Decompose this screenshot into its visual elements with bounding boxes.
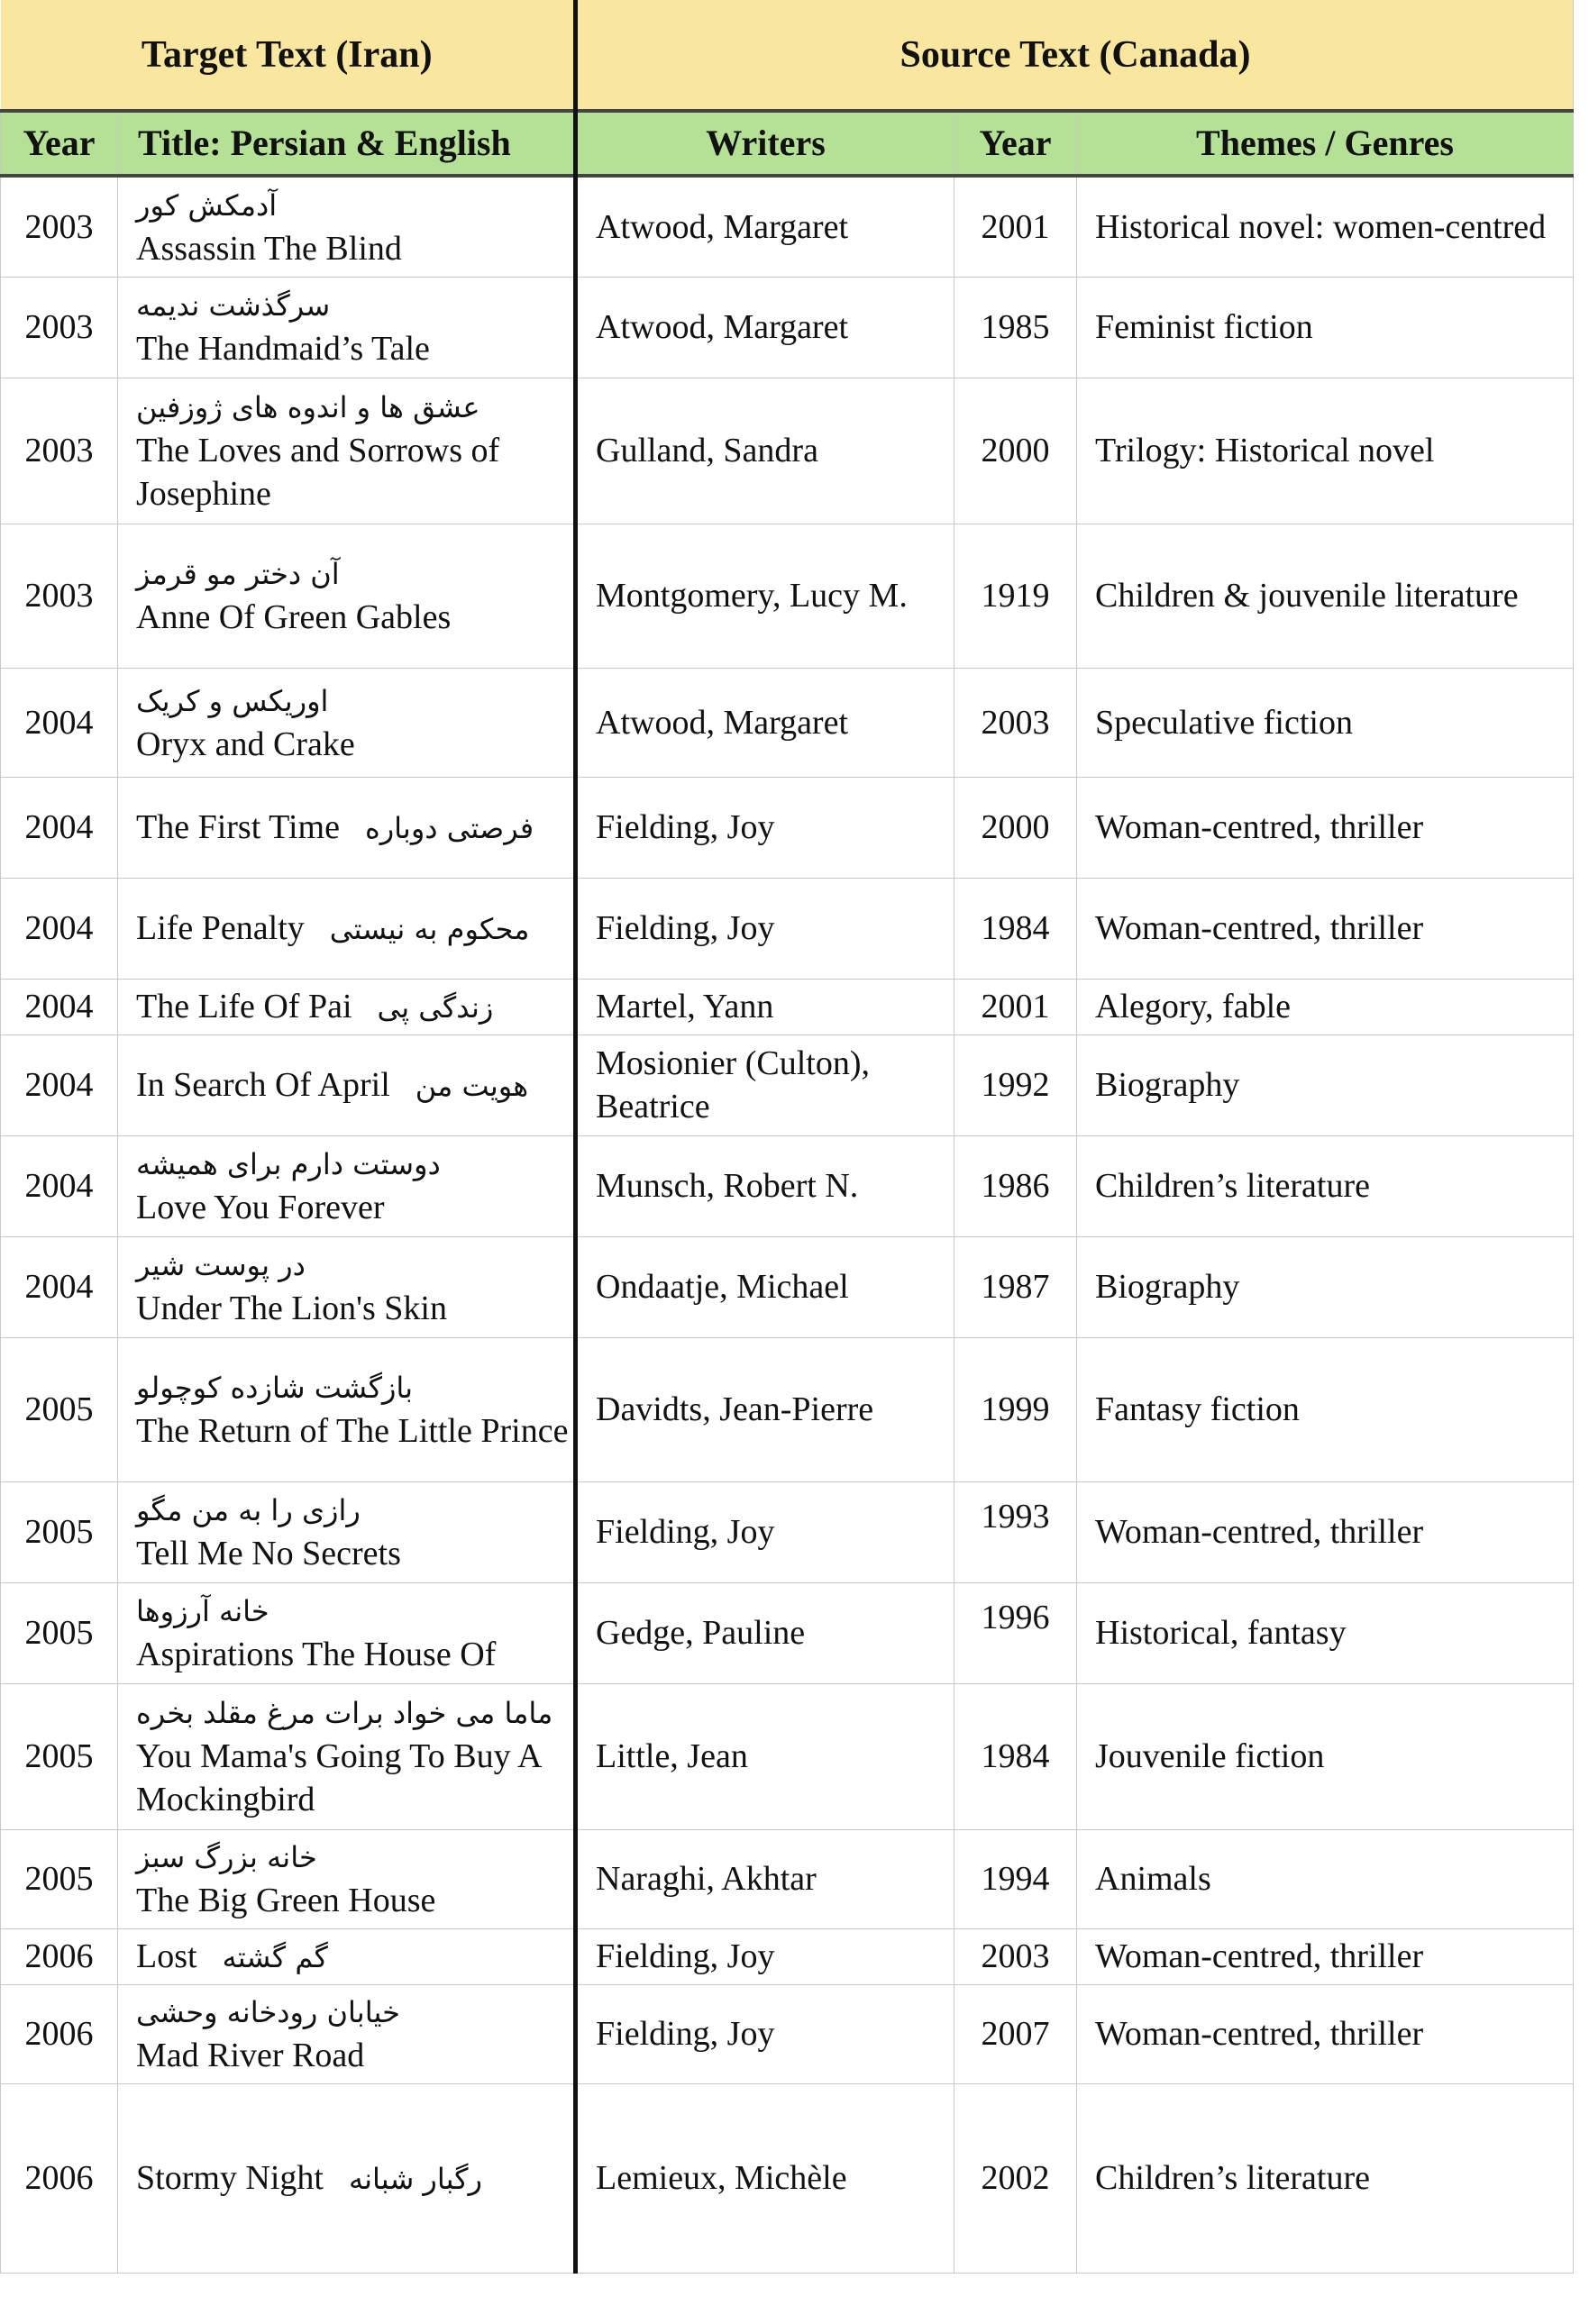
theme-cell: Animals: [1077, 1829, 1574, 1928]
title-cell: [118, 1829, 576, 1928]
source-year-cell: 1986: [954, 1135, 1077, 1236]
writer-cell: Lemieux, Michèle: [576, 2083, 954, 2273]
title-cell: [118, 1928, 576, 1984]
theme-cell: Woman-centred, thriller: [1077, 777, 1574, 878]
english-title: Under The Lion's Skin: [136, 1290, 447, 1327]
target-year-cell: 2004: [1, 878, 118, 979]
table-row: [1, 1337, 1574, 1481]
source-year-cell: 1985: [954, 277, 1077, 378]
target-year-cell: 2004: [1, 1034, 118, 1135]
title-cell: [118, 1236, 576, 1337]
target-year-cell: 2005: [1, 1481, 118, 1582]
english-title: Stormy Night: [136, 2158, 324, 2197]
english-title: Mad River Road: [136, 2037, 365, 2074]
source-year-cell: 1994: [954, 1829, 1077, 1928]
persian-title: هویت من: [415, 1068, 529, 1103]
table-row: [1, 1829, 1574, 1928]
table-row: [1, 2083, 1574, 2273]
title-cell: [118, 176, 576, 277]
english-title: The Big Green House: [136, 1882, 436, 1919]
theme-cell: Biography: [1077, 1236, 1574, 1337]
title-cell: [118, 378, 576, 524]
persian-title: در پوست شیر: [136, 1248, 306, 1282]
target-year-cell: 2004: [1, 668, 118, 777]
persian-title: دوستت دارم برای همیشه: [136, 1147, 441, 1181]
title-cell: [118, 1337, 576, 1481]
target-year-cell: 2003: [1, 176, 118, 277]
source-year-cell: 2001: [954, 979, 1077, 1034]
english-title: You Mama's Going To Buy A Mockingbird: [136, 1737, 541, 1818]
writer-cell: Fielding, Joy: [576, 1481, 954, 1582]
theme-cell: Historical, fantasy: [1077, 1582, 1574, 1683]
col-header-title: Title: Persian & English: [118, 111, 576, 176]
english-title: Anne Of Green Gables: [136, 598, 452, 636]
persian-title: فرصتی دوباره: [364, 810, 534, 845]
col-header-themes: Themes / Genres: [1077, 111, 1574, 176]
table-row: [1, 1582, 1574, 1683]
title-cell: [118, 524, 576, 668]
title-cell: [118, 2083, 576, 2273]
table-row: [1, 277, 1574, 378]
writer-cell: Naraghi, Akhtar: [576, 1829, 954, 1928]
table-row: [1, 1928, 1574, 1984]
target-year-cell: 2006: [1, 1928, 118, 1984]
table-row: [1, 979, 1574, 1034]
writer-cell: Munsch, Robert N.: [576, 1135, 954, 1236]
english-title: Love You Forever: [136, 1189, 385, 1226]
table-row: [1, 1135, 1574, 1236]
theme-cell: Fantasy fiction: [1077, 1337, 1574, 1481]
theme-cell: Woman-centred, thriller: [1077, 878, 1574, 979]
source-year-cell: 2000: [954, 378, 1077, 524]
target-text-header: Target Text (Iran): [1, 0, 576, 111]
title-cell: [118, 878, 576, 979]
source-year-cell: 1987: [954, 1236, 1077, 1337]
writer-cell: Fielding, Joy: [576, 878, 954, 979]
persian-title: آدمکش کور: [136, 187, 278, 223]
persian-title: سرگذشت ندیمه: [136, 288, 331, 323]
persian-title: گم گشته: [222, 1939, 328, 1974]
source-year-cell: 2003: [954, 1928, 1077, 1984]
target-year-cell: 2003: [1, 277, 118, 378]
table-row: [1, 1984, 1574, 2083]
writer-cell: Ondaatje, Michael: [576, 1236, 954, 1337]
target-year-cell: 2006: [1, 2083, 118, 2273]
theme-cell: Biography: [1077, 1034, 1574, 1135]
table-row: [1, 878, 1574, 979]
writer-cell: Montgomery, Lucy M.: [576, 524, 954, 668]
target-year-cell: 2004: [1, 777, 118, 878]
writer-cell: Atwood, Margaret: [576, 277, 954, 378]
table-row: [1, 1236, 1574, 1337]
english-title: The Loves and Sorrows of Josephine: [136, 432, 500, 513]
persian-title: محکوم به نیستی: [329, 911, 530, 946]
source-year-cell: 1919: [954, 524, 1077, 668]
title-cell: [118, 1582, 576, 1683]
writer-cell: Gedge, Pauline: [576, 1582, 954, 1683]
title-cell: [118, 277, 576, 378]
writer-cell: Little, Jean: [576, 1683, 954, 1829]
english-title: The First Time: [136, 807, 340, 846]
col-header-writers: Writers: [576, 111, 954, 176]
target-year-cell: 2006: [1, 1984, 118, 2083]
target-year-cell: 2003: [1, 524, 118, 668]
title-cell: [118, 979, 576, 1034]
target-year-cell: 2005: [1, 1582, 118, 1683]
source-year-cell: 2003: [954, 668, 1077, 777]
source-year-cell: 2002: [954, 2083, 1077, 2273]
target-year-cell: 2004: [1, 979, 118, 1034]
english-title: In Search Of April: [136, 1065, 390, 1104]
persian-title: آن دختر مو قرمز: [136, 557, 340, 591]
english-title: Aspirations The House Of: [136, 1636, 497, 1673]
title-cell: [118, 1034, 576, 1135]
persian-title: خانه آرزوها: [136, 1594, 269, 1628]
theme-cell: Jouvenile fiction: [1077, 1683, 1574, 1829]
target-year-cell: 2005: [1, 1829, 118, 1928]
writer-cell: Mosionier (Culton), Beatrice: [576, 1034, 954, 1135]
writer-cell: Fielding, Joy: [576, 1984, 954, 2083]
english-title: Tell Me No Secrets: [136, 1535, 401, 1572]
writer-cell: Atwood, Margaret: [576, 668, 954, 777]
persian-title: رازی را به من مگو: [136, 1493, 361, 1527]
table-row: [1, 524, 1574, 668]
source-year-cell: 2000: [954, 777, 1077, 878]
writer-cell: Atwood, Margaret: [576, 176, 954, 277]
source-year-cell: 1984: [954, 1683, 1077, 1829]
writer-cell: Gulland, Sandra: [576, 378, 954, 524]
theme-cell: Woman-centred, thriller: [1077, 1984, 1574, 2083]
source-year-cell: 2007: [954, 1984, 1077, 2083]
persian-title: ماما می خواد برات مرغ مقلد بخره: [136, 1696, 553, 1730]
table-row: [1, 378, 1574, 524]
table-row: [1, 1683, 1574, 1829]
persian-title: زندگی پی: [377, 989, 494, 1025]
table-row: [1, 176, 1574, 277]
writer-cell: Fielding, Joy: [576, 777, 954, 878]
title-cell: [118, 1481, 576, 1582]
table-row: [1, 1481, 1574, 1582]
english-title: The Life Of Pai: [136, 987, 352, 1025]
writer-cell: Martel, Yann: [576, 979, 954, 1034]
col-header-year: Year: [1, 111, 118, 176]
target-year-cell: 2004: [1, 1236, 118, 1337]
title-cell: [118, 1135, 576, 1236]
persian-title: اوریکس و کریک: [136, 683, 329, 718]
theme-cell: Woman-centred, thriller: [1077, 1481, 1574, 1582]
writer-cell: Davidts, Jean-Pierre: [576, 1337, 954, 1481]
theme-cell: Trilogy: Historical novel: [1077, 378, 1574, 524]
theme-cell: Historical novel: women-centred: [1077, 176, 1574, 277]
english-title: Life Penalty: [136, 908, 305, 947]
theme-cell: Children’s literature: [1077, 2083, 1574, 2273]
group-header-row: [1, 0, 1574, 111]
table-row: [1, 1034, 1574, 1135]
title-cell: [118, 777, 576, 878]
writer-cell: Fielding, Joy: [576, 1928, 954, 1984]
persian-title: خیابان رودخانه وحشی: [136, 1995, 400, 2029]
source-year-cell: 2001: [954, 176, 1077, 277]
theme-cell: Children & jouvenile literature: [1077, 524, 1574, 668]
source-year-cell: 1992: [954, 1034, 1077, 1135]
source-year-cell: 1993: [954, 1481, 1077, 1582]
english-title: Assassin The Blind: [136, 229, 402, 268]
english-title: Oryx and Crake: [136, 725, 355, 763]
target-year-cell: 2005: [1, 1683, 118, 1829]
target-year-cell: 2004: [1, 1135, 118, 1236]
theme-cell: Feminist fiction: [1077, 277, 1574, 378]
source-year-cell: 1996: [954, 1582, 1077, 1683]
title-cell: [118, 668, 576, 777]
target-year-cell: 2005: [1, 1337, 118, 1481]
english-title: Lost: [136, 1937, 197, 1975]
persian-title: خانه بزرگ سبز: [136, 1840, 317, 1874]
title-cell: [118, 1984, 576, 2083]
column-header-row: [1, 111, 1574, 176]
col-header-source-year: Year: [954, 111, 1077, 176]
theme-cell: Alegory, fable: [1077, 979, 1574, 1034]
table-row: [1, 777, 1574, 878]
persian-title: رگبار شبانه: [348, 2161, 482, 2196]
persian-title: عشق ها و اندوه های ژوزفین: [136, 390, 480, 424]
english-title: The Return of The Little Prince: [136, 1412, 569, 1450]
source-year-cell: 1999: [954, 1337, 1077, 1481]
persian-title: بازگشت شازده کوچولو: [136, 1371, 414, 1405]
english-title: The Handmaid’s Tale: [136, 330, 430, 368]
table-row: [1, 668, 1574, 777]
theme-cell: Speculative fiction: [1077, 668, 1574, 777]
title-cell: [118, 1683, 576, 1829]
theme-cell: Woman-centred, thriller: [1077, 1928, 1574, 1984]
target-year-cell: 2003: [1, 378, 118, 524]
source-text-header: Source Text (Canada): [576, 0, 1574, 111]
source-year-cell: 1984: [954, 878, 1077, 979]
theme-cell: Children’s literature: [1077, 1135, 1574, 1236]
